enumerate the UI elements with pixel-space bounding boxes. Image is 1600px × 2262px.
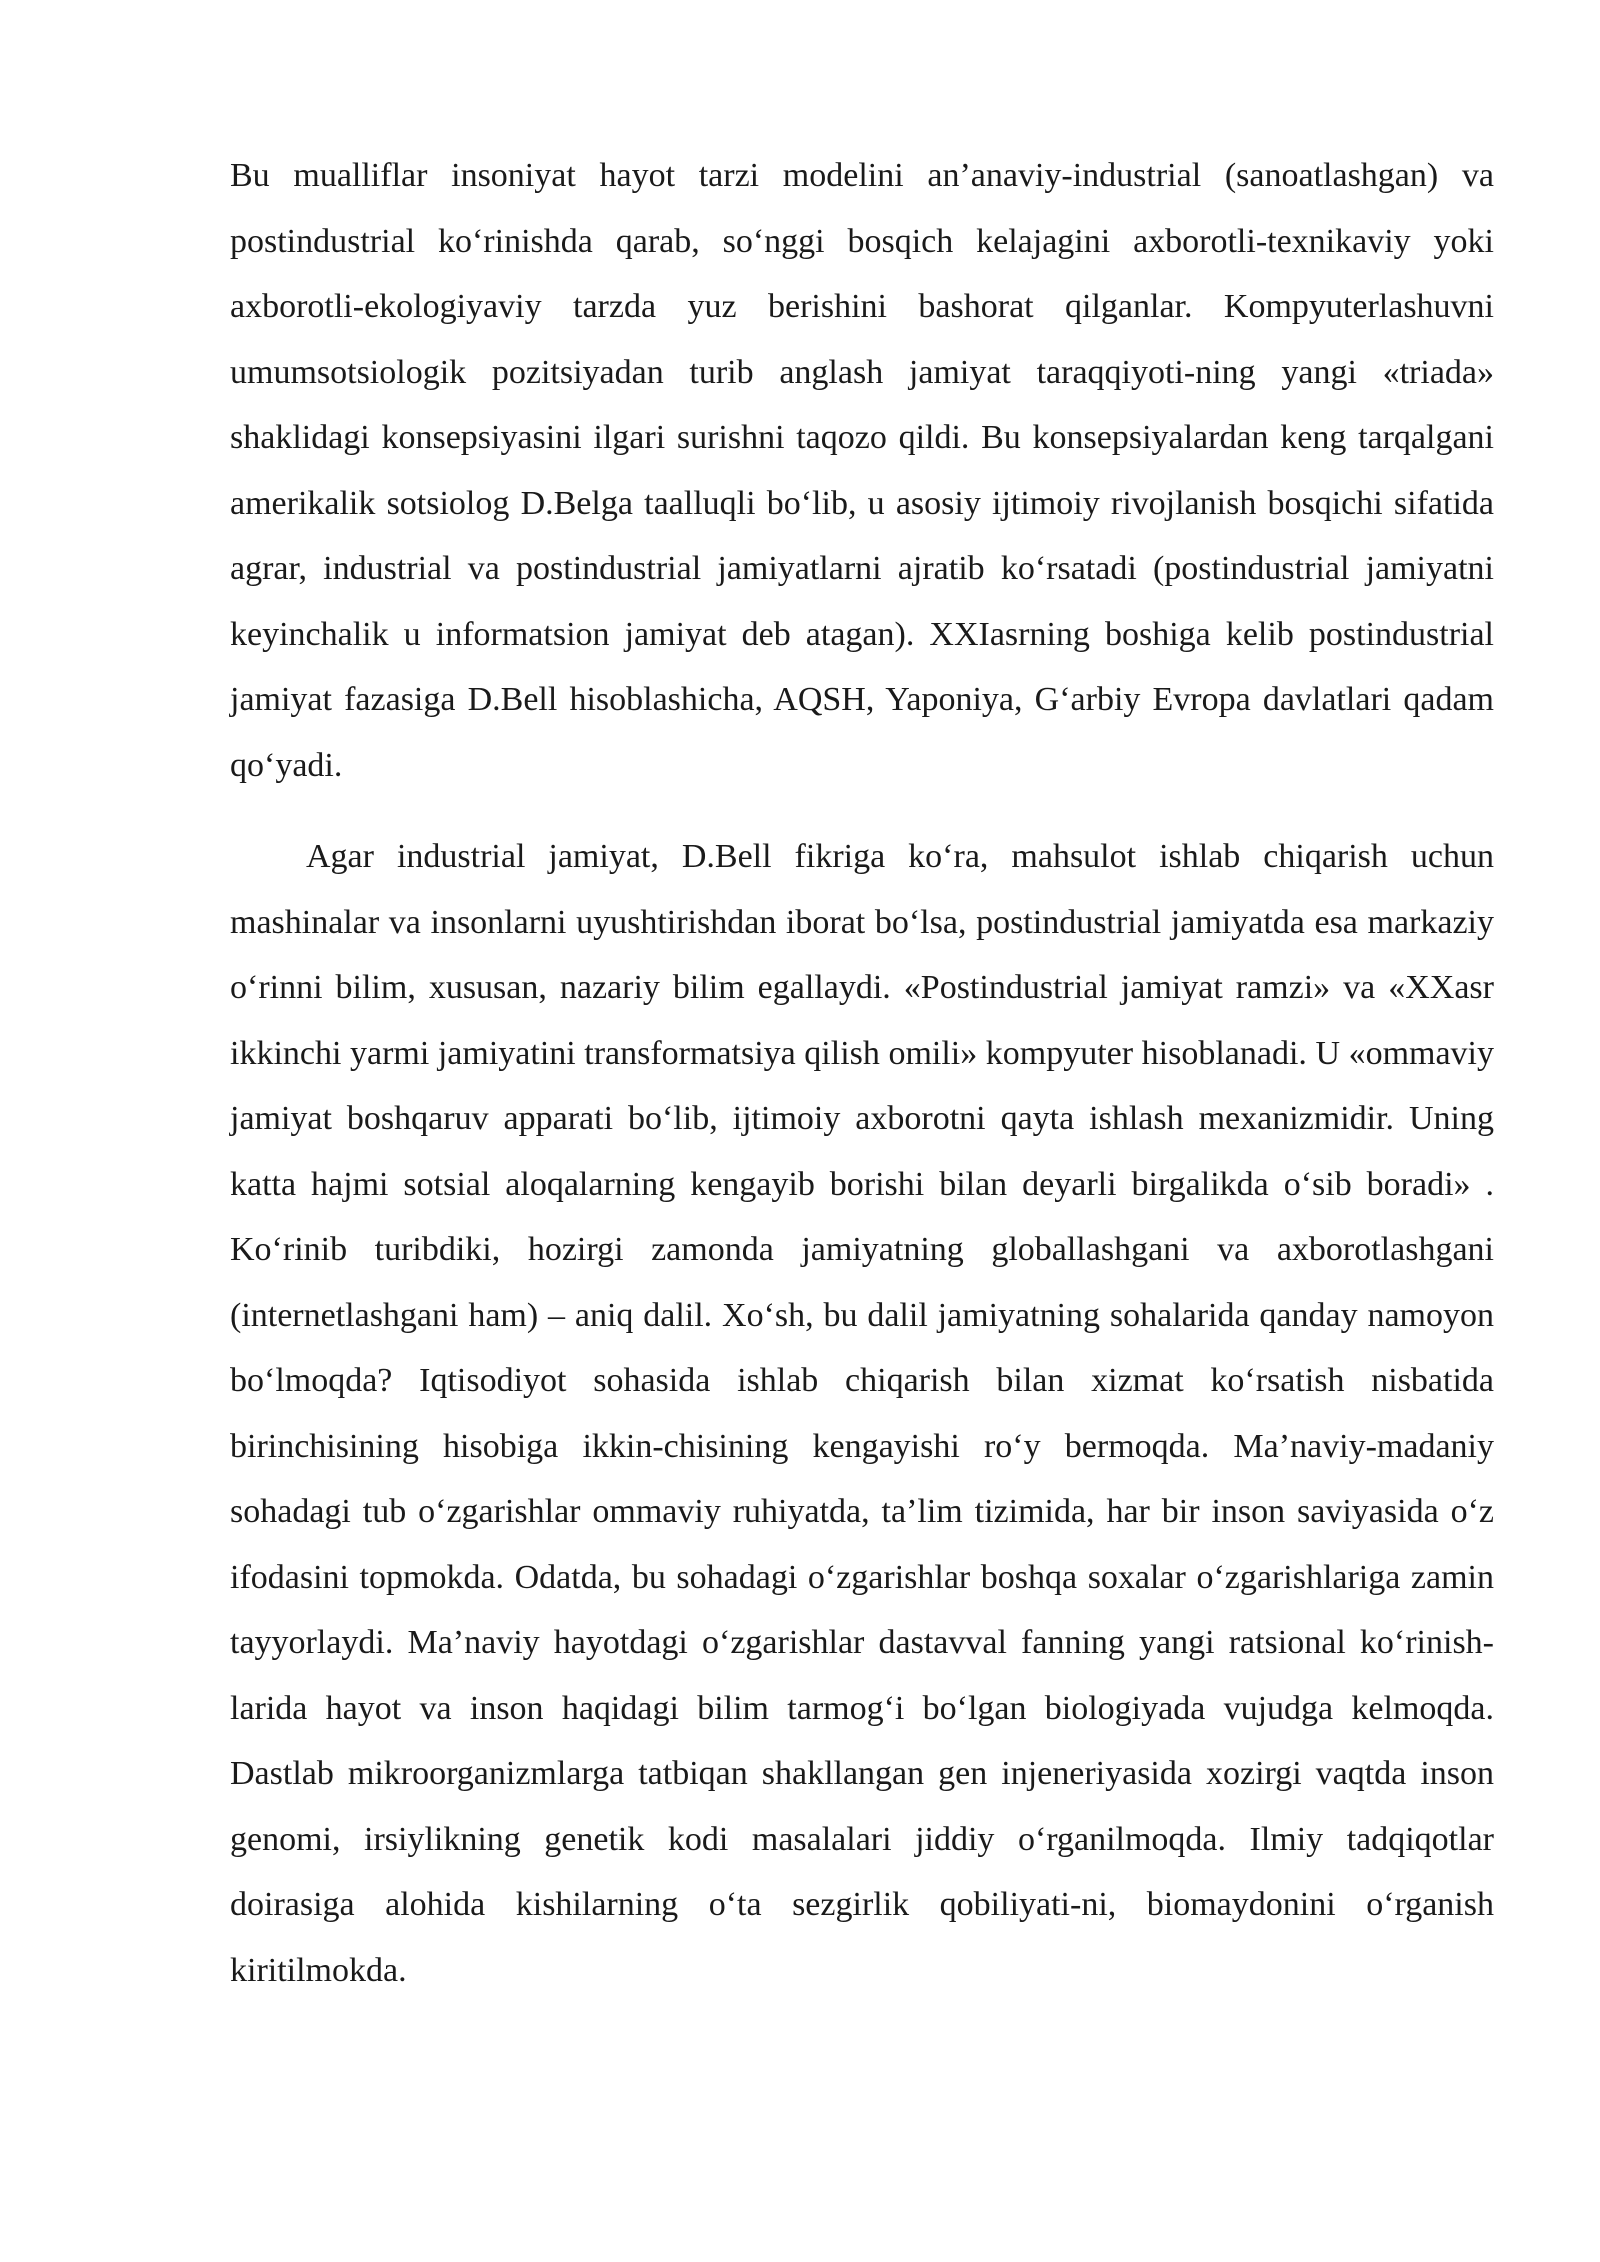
paragraph-1: Bu mualliflar insoniyat hayot tarzi modelini an’anaviy-industrial (sanoatlashgan) va postindustrial ko‘rinishda qarab, so‘nggi bosqich kelajagini axborotli-texnikaviy yoki axborotli-ekologiyaviy tarzda yuz berishini bashorat qilganlar. Kompyuterlashuvni umumsotsiologik pozitsiyadan turib anglash jamiyat taraqqiyoti-ning yangi «triada» shaklidagi konsepsiyasini ilgari surishni taqozo qildi. Bu konsepsiyalardan keng tarqalgani amerikalik sotsiolog D.Belga taalluqli bo‘lib, u asosiy ijtimoiy rivojlanish bosqichi sifatida agrar, industrial va postindustrial jamiyatlarni ajratib ko‘rsatadi (postindustrial jamiyatni keyinchalik u informatsion jamiyat deb atagan). XXIasrning boshiga kelib postindustrial jamiyat fazasiga D.Bell hisoblashicha, AQSH, Yaponiya, G‘arbiy Evropa davlatlari qadam qo‘yadi. bbox=[230, 157, 1494, 784]
paragraph-2: Agar industrial jamiyat, D.Bell fikriga ko‘ra, mahsulot ishlab chiqarish uchun mashinalar va insonlarni uyushtirishdan iborat bo‘lsa, postindustrial jamiyatda esa markaziy o‘rinni bilim, xususan, nazariy bilim egallaydi. «Postindustrial jamiyat ramzi» va «XXasr ikkinchi yarmi jamiyatini transformatsiya qilish omili» kompyuter hisoblanadi. U «ommaviy jamiyat boshqaruv apparati bo‘lib, ijtimoiy axborotni qayta ishlash mexanizmidir. Uning katta hajmi sotsial aloqalarning kengayib borishi bilan deyarli birgalikda o‘sib boradi» . Ko‘rinib turibdiki, hozirgi zamonda jamiyatning globallashgani va axborotlashgani (internetlashgani ham) – aniq dalil. Xo‘sh, bu dalil jamiyatning sohalarida qanday namoyon bo‘lmoqda? Iqtisodiyot sohasida ishlab chiqarish bilan xizmat ko‘rsatish nisbatida birinchisining hisobiga ikkin-chisining kengayishi ro‘y bermoqda. Ma’naviy-madaniy sohadagi tub o‘zgarishlar ommaviy ruhiyatda, ta’lim tizimida, har bir inson saviyasida o‘z ifodasini topmokda. Odatda, bu sohadagi o‘zgarishlar boshqa soxalar o‘zgarishlariga zamin tayyorlaydi. Ma’naviy hayotdagi o‘zgarishlar dastavval fanning yangi ratsional ko‘rinish-larida hayot va inson haqidagi bilim tarmog‘i bo‘lgan biologiyada vujudga kelmoqda. Dastlab mikroorganizmlarga tatbiqan shakllangan gen injeneriyasida xozirgi vaqtda inson genomi, irsiylikning genetik kodi masalalari jiddiy o‘rganilmoqda. Ilmiy tadqiqotlar doirasiga alohida kishilarning o‘ta sezgirlik qobiliyati-ni, biomaydonini o‘rganish kiritilmokda. bbox=[230, 838, 1494, 1989]
body-text bbox=[230, 143, 1494, 2003]
